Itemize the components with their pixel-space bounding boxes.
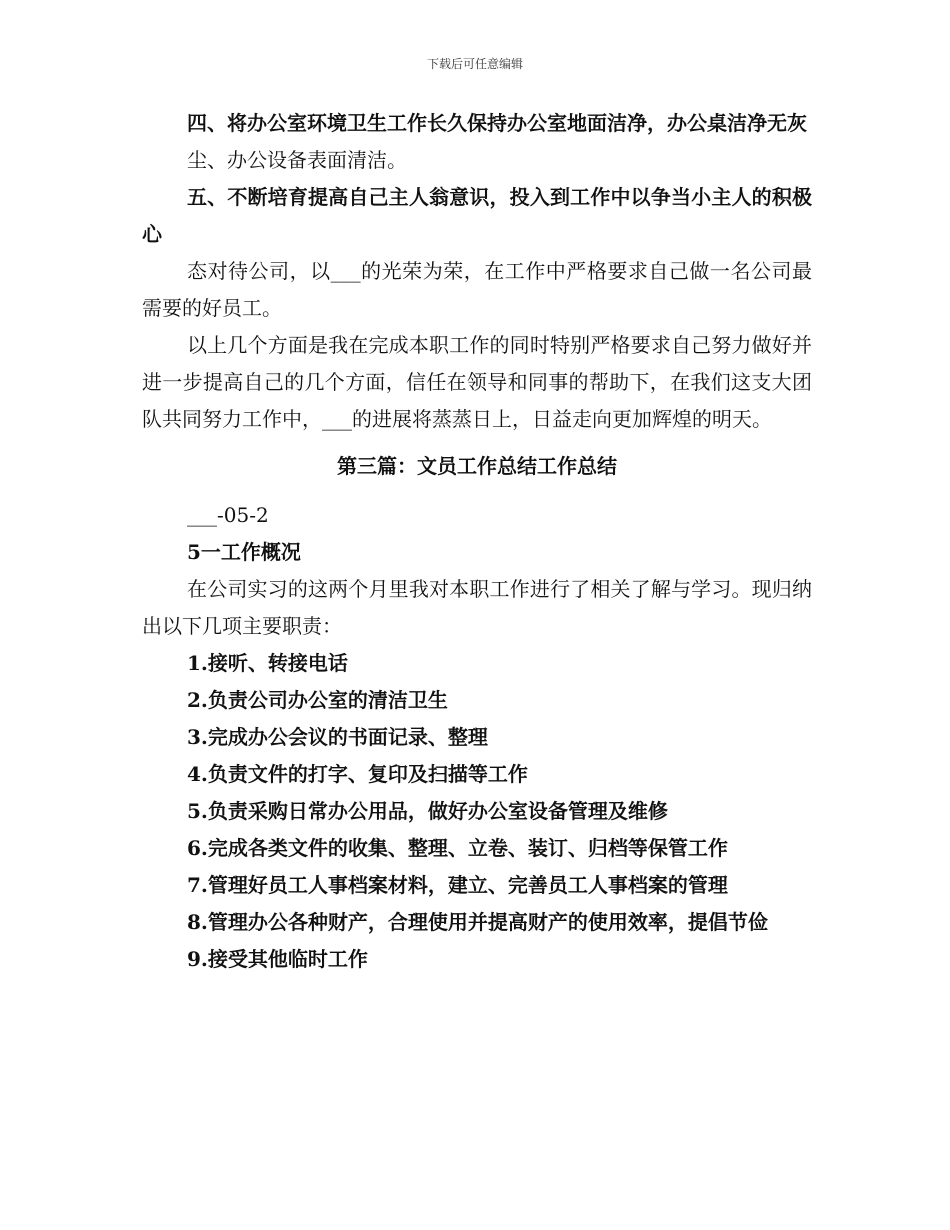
duty-list-item: 9.接受其他临时工作 <box>187 947 368 971</box>
duty-list-item: 8.管理办公各种财产，合理使用并提高财产的使用效率，提倡节俭 <box>187 910 768 934</box>
duty-list-item: 1.接听、转接电话 <box>187 651 348 675</box>
section-date: ___-05-2 <box>187 503 269 527</box>
section-heading: 5一工作概况 <box>187 540 301 564</box>
duty-list-item: 2.负责公司办公室的清洁卫生 <box>187 688 448 712</box>
paragraph-item-four: 四、将办公室环境卫生工作长久保持办公室地面洁净，办公桌洁净无灰 <box>187 111 807 135</box>
duty-list-item: 4.负责文件的打字、复印及扫描等工作 <box>187 762 528 786</box>
paragraph-item-five: 五、不断培育提高自己主人翁意识，投入到工作中以争当小主人的积极心 <box>142 185 812 246</box>
duty-list-item: 3.完成办公会议的书面记录、整理 <box>187 725 488 749</box>
duty-list-item: 5.负责采购日常办公用品，做好办公室设备管理及维修 <box>187 799 668 823</box>
paragraph-item-five-continued: 态对待公司，以___的光荣为荣，在工作中严格要求自己做一名公司最需要的好员工。 <box>142 259 812 320</box>
section-title: 第三篇：文员工作总结工作总结 <box>337 454 617 478</box>
document-body <box>142 105 812 978</box>
section-intro: 在公司实习的这两个月里我对本职工作进行了相关了解与学习。现归纳出以下几项主要职责： <box>142 577 812 638</box>
page-header-note: 下载后可任意编辑 <box>426 57 523 71</box>
paragraph-item-four-continued: 尘、办公设备表面清洁。 <box>187 148 407 172</box>
duty-list-item: 6.完成各类文件的收集、整理、立卷、装订、归档等保管工作 <box>187 836 728 860</box>
duty-list-item: 7.管理好员工人事档案材料，建立、完善员工人事档案的管理 <box>187 873 728 897</box>
paragraph-summary: 以上几个方面是我在完成本职工作的同时特别严格要求自己努力做好并进一步提高自己的几个方面，信任在领导和同事的帮助下，在我们这支大团队共同努力工作中，___的进展将蒸蒸日上，日益走向更加辉煌的明天。 <box>142 333 812 431</box>
